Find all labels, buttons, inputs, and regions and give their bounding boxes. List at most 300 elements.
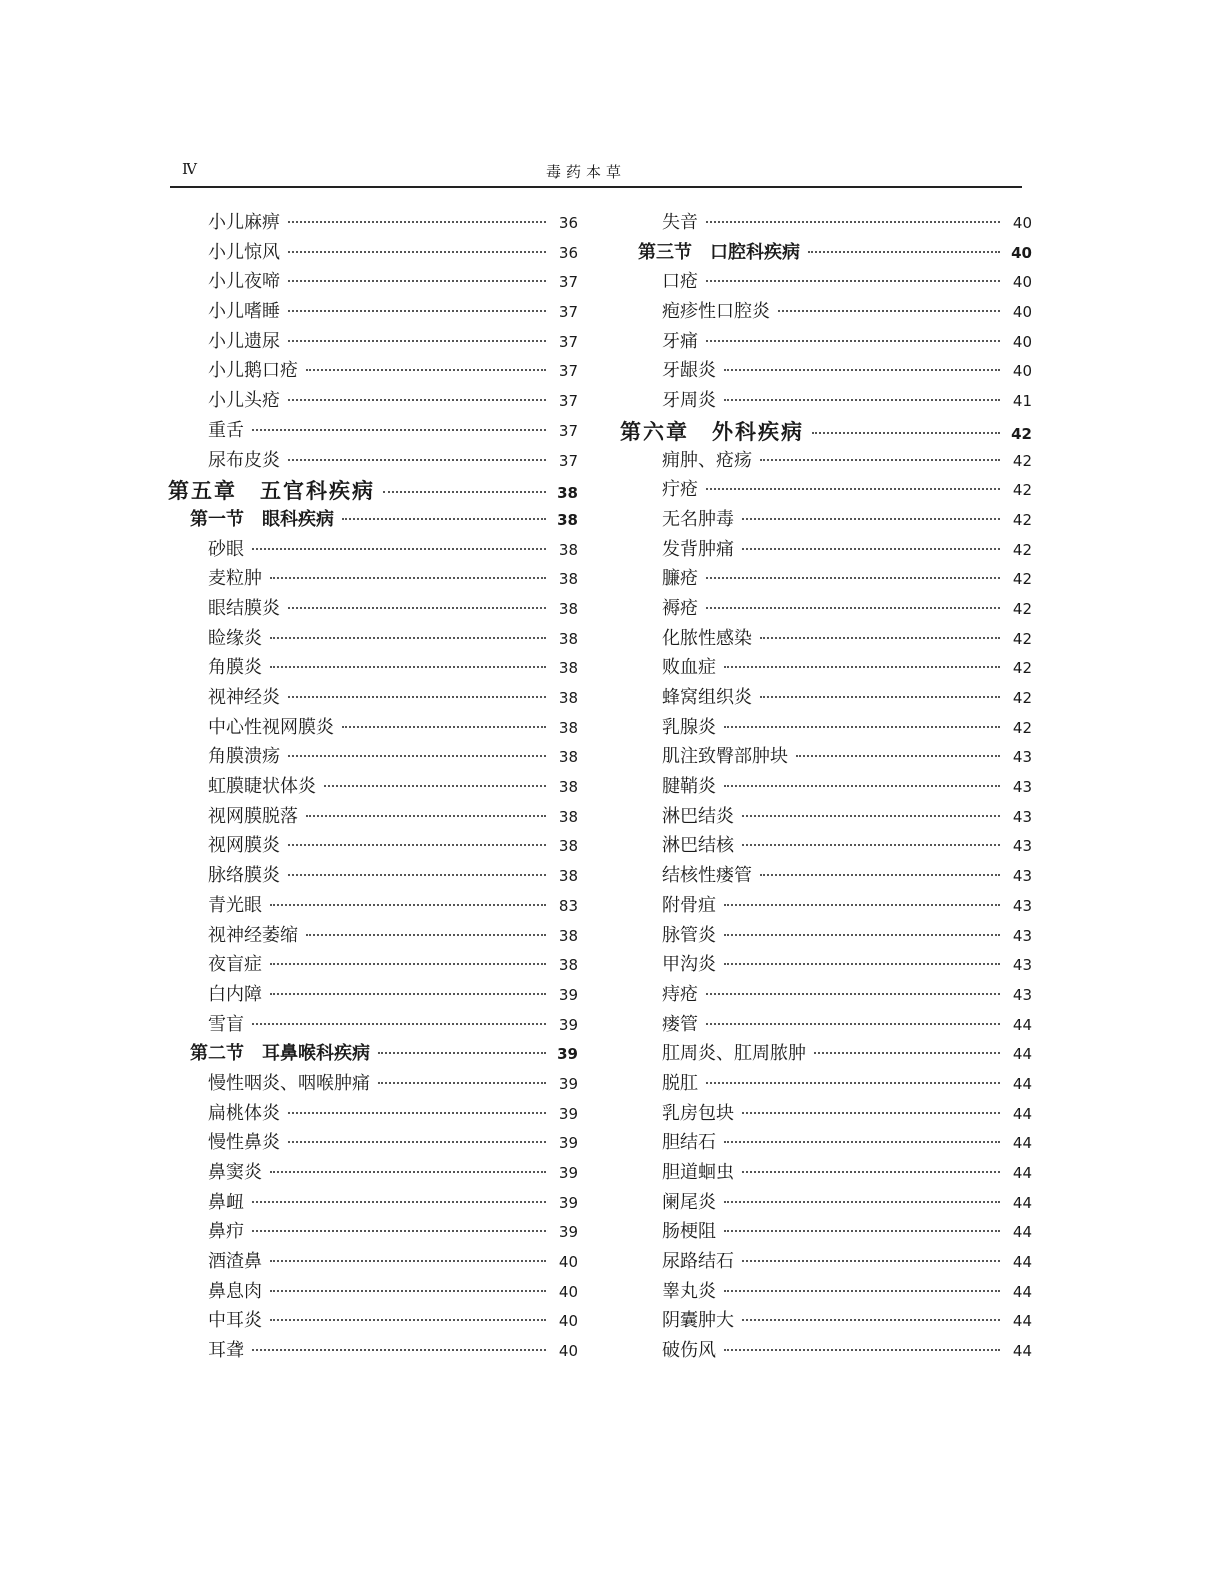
toc-page-number: 42 bbox=[1012, 540, 1032, 559]
toc-entry-label: 鼻疖 bbox=[208, 1221, 244, 1243]
toc-entry-label: 淋巴结炎 bbox=[662, 805, 734, 827]
toc-page-number: 37 bbox=[558, 392, 578, 411]
toc-entry-label: 扁桃体炎 bbox=[208, 1102, 280, 1124]
toc-leader-dots bbox=[742, 815, 1000, 817]
toc-page-number: 44 bbox=[1012, 1045, 1032, 1064]
toc-entry-row bbox=[168, 1158, 578, 1188]
toc-page-number: 43 bbox=[1012, 896, 1032, 915]
toc-leader-dots bbox=[724, 963, 1000, 965]
toc-entry-label: 麦粒肿 bbox=[208, 568, 262, 590]
toc-leader-dots bbox=[706, 1023, 1000, 1025]
toc-entry-row bbox=[620, 1247, 1032, 1277]
toc-leader-dots bbox=[760, 459, 1000, 461]
toc-leader-dots bbox=[252, 1201, 546, 1203]
toc-leader-dots bbox=[288, 399, 546, 401]
toc-leader-dots bbox=[760, 696, 1000, 698]
toc-section-row bbox=[168, 505, 578, 535]
toc-entry-row bbox=[168, 535, 578, 565]
toc-entry-row bbox=[620, 624, 1032, 654]
toc-leader-dots bbox=[742, 844, 1000, 846]
toc-entry-row bbox=[168, 802, 578, 832]
toc-leader-dots bbox=[252, 429, 546, 431]
toc-entry-row bbox=[620, 1039, 1032, 1069]
toc-leader-dots bbox=[724, 785, 1000, 787]
toc-leader-dots bbox=[742, 548, 1000, 550]
toc-page-number: 44 bbox=[1012, 1193, 1032, 1212]
toc-page-number: 40 bbox=[558, 1253, 578, 1272]
toc-chapter-label: 第五章 五官科疾病 bbox=[168, 478, 375, 504]
toc-page-number: 39 bbox=[558, 1104, 578, 1123]
toc-entry-row bbox=[168, 891, 578, 921]
toc-entry-row bbox=[168, 1099, 578, 1129]
toc-entry-label: 败血症 bbox=[662, 657, 716, 679]
toc-entry-label: 夜盲症 bbox=[208, 954, 262, 976]
toc-page-number: 43 bbox=[1012, 985, 1032, 1004]
toc-entry-label: 耳聋 bbox=[208, 1340, 244, 1362]
toc-leader-dots bbox=[742, 1171, 1000, 1173]
toc-page-number: 40 bbox=[1012, 273, 1032, 292]
toc-entry-label: 小儿头疮 bbox=[208, 390, 280, 412]
toc-entry-label: 痈肿、疮疡 bbox=[662, 449, 752, 471]
toc-page-number: 44 bbox=[1012, 1223, 1032, 1242]
toc-entry-row bbox=[168, 1247, 578, 1277]
toc-entry-label: 瘘管 bbox=[662, 1013, 698, 1035]
toc-entry-row bbox=[168, 267, 578, 297]
toc-section-label: 第二节 耳鼻喉科疾病 bbox=[190, 1043, 370, 1065]
toc-leader-dots bbox=[706, 1082, 1000, 1084]
toc-entry-label: 视网膜脱落 bbox=[208, 805, 298, 827]
toc-entry-row bbox=[168, 594, 578, 624]
toc-leader-dots bbox=[288, 1141, 546, 1143]
toc-section-row bbox=[620, 238, 1032, 268]
toc-leader-dots bbox=[706, 488, 1000, 490]
toc-leader-dots bbox=[724, 904, 1000, 906]
toc-page-number: 36 bbox=[558, 243, 578, 262]
toc-entry-row bbox=[620, 891, 1032, 921]
toc-leader-dots bbox=[760, 874, 1000, 876]
toc-entry-row bbox=[168, 742, 578, 772]
toc-entry-label: 鼻衄 bbox=[208, 1191, 244, 1213]
toc-entry-row bbox=[620, 1099, 1032, 1129]
toc-leader-dots bbox=[742, 518, 1000, 520]
toc-page-number: 43 bbox=[1012, 778, 1032, 797]
toc-leader-dots bbox=[378, 1082, 546, 1084]
toc-leader-dots bbox=[706, 993, 1000, 995]
toc-leader-dots bbox=[724, 1230, 1000, 1232]
toc-leader-dots bbox=[270, 666, 546, 668]
toc-entry-label: 结核性瘘管 bbox=[662, 865, 752, 887]
toc-entry-label: 中耳炎 bbox=[208, 1310, 262, 1332]
toc-page-number: 38 bbox=[558, 689, 578, 707]
toc-entry-label: 鼻息肉 bbox=[208, 1280, 262, 1302]
toc-entry-label: 小儿夜啼 bbox=[208, 271, 280, 293]
toc-entry-row bbox=[620, 1277, 1032, 1307]
toc-left-column bbox=[168, 208, 578, 1366]
toc-entry-row bbox=[620, 1128, 1032, 1158]
toc-page-number: 38 bbox=[558, 807, 578, 826]
toc-leader-dots bbox=[288, 696, 546, 698]
toc-leader-dots bbox=[342, 726, 546, 728]
toc-page-number: 43 bbox=[1012, 748, 1032, 767]
toc-entry-row bbox=[620, 1217, 1032, 1247]
toc-leader-dots bbox=[288, 251, 546, 253]
toc-entry-row bbox=[620, 653, 1032, 683]
toc-section-row bbox=[168, 1039, 578, 1069]
toc-entry-label: 发背肿痛 bbox=[662, 538, 734, 560]
toc-right-column bbox=[620, 208, 1032, 1366]
toc-page-number: 40 bbox=[1012, 303, 1032, 322]
toc-leader-dots bbox=[252, 548, 546, 550]
toc-page-number: 39 bbox=[558, 1193, 578, 1212]
toc-entry-row bbox=[168, 861, 578, 891]
toc-leader-dots bbox=[288, 459, 546, 461]
toc-entry-label: 肛周炎、肛周脓肿 bbox=[662, 1043, 806, 1065]
toc-entry-row bbox=[168, 980, 578, 1010]
toc-entry-label: 牙痛 bbox=[662, 330, 698, 352]
toc-leader-dots bbox=[724, 666, 1000, 668]
toc-leader-dots bbox=[288, 607, 546, 609]
toc-page-number: 83 bbox=[558, 896, 578, 915]
toc-entry-label: 鼻窦炎 bbox=[208, 1162, 262, 1183]
toc-entry-label: 脱肛 bbox=[662, 1072, 698, 1094]
toc-chapter-row bbox=[168, 475, 578, 505]
toc-entry-row bbox=[168, 564, 578, 594]
toc-page-number: 44 bbox=[1012, 1342, 1032, 1361]
toc-page-number: 39 bbox=[558, 1164, 578, 1182]
toc-entry-row bbox=[168, 1010, 578, 1040]
toc-entry-row bbox=[168, 356, 578, 386]
toc-entry-row bbox=[620, 802, 1032, 832]
toc-page-number: 44 bbox=[1012, 1015, 1032, 1034]
toc-leader-dots bbox=[306, 815, 546, 817]
toc-page-number: 39 bbox=[558, 985, 578, 1004]
toc-leader-dots bbox=[306, 369, 546, 371]
toc-leader-dots bbox=[706, 280, 1000, 282]
toc-entry-label: 视神经萎缩 bbox=[208, 924, 298, 946]
toc-page-number: 44 bbox=[1012, 1282, 1032, 1301]
toc-entry-row bbox=[620, 386, 1032, 416]
toc-leader-dots bbox=[724, 399, 1000, 401]
toc-entry-label: 慢性咽炎、咽喉肿痛 bbox=[208, 1072, 370, 1094]
toc-entry-row bbox=[620, 267, 1032, 297]
toc-entry-row bbox=[620, 327, 1032, 357]
toc-page-number: 38 bbox=[558, 748, 578, 767]
toc-leader-dots bbox=[270, 1319, 546, 1321]
toc-entry-row bbox=[168, 297, 578, 327]
toc-entry-label: 酒渣鼻 bbox=[208, 1251, 262, 1273]
toc-entry-row bbox=[620, 505, 1032, 535]
toc-entry-label: 胆道蛔虫 bbox=[662, 1162, 734, 1183]
toc-page-number: 38 bbox=[558, 570, 578, 589]
toc-page-number: 39 bbox=[557, 1045, 578, 1064]
toc-page-number: 43 bbox=[1012, 867, 1032, 886]
toc-page-number: 44 bbox=[1012, 1164, 1032, 1182]
toc-entry-row bbox=[168, 446, 578, 476]
toc-leader-dots bbox=[252, 1023, 546, 1025]
toc-entry-row bbox=[620, 980, 1032, 1010]
header-rule bbox=[170, 186, 1022, 188]
toc-entry-label: 痔疮 bbox=[662, 983, 698, 1005]
toc-entry-label: 口疮 bbox=[662, 271, 698, 293]
toc-entry-row bbox=[620, 208, 1032, 238]
toc-page-number: 42 bbox=[1012, 718, 1032, 737]
toc-leader-dots bbox=[288, 1112, 546, 1114]
toc-entry-row bbox=[620, 713, 1032, 743]
toc-page-number: 40 bbox=[558, 1342, 578, 1361]
toc-entry-row bbox=[620, 564, 1032, 594]
toc-entry-row bbox=[168, 653, 578, 683]
toc-entry-label: 阑尾炎 bbox=[662, 1191, 716, 1213]
toc-entry-row bbox=[620, 446, 1032, 476]
toc-entry-label: 小儿鹅口疮 bbox=[208, 360, 298, 382]
toc-entry-label: 肠梗阻 bbox=[662, 1221, 716, 1243]
toc-page-number: 38 bbox=[558, 926, 578, 945]
toc-entry-label: 睑缘炎 bbox=[208, 627, 262, 649]
toc-page-number: 43 bbox=[1012, 956, 1032, 975]
toc-entry-row bbox=[620, 861, 1032, 891]
toc-entry-row bbox=[168, 683, 578, 713]
toc-entry-row bbox=[620, 1188, 1032, 1218]
toc-page-number: 42 bbox=[1012, 689, 1032, 707]
toc-page-number: 38 bbox=[558, 837, 578, 856]
toc-leader-dots bbox=[270, 577, 546, 579]
toc-leader-dots bbox=[270, 1260, 546, 1262]
toc-page-number: 39 bbox=[558, 1223, 578, 1242]
toc-entry-row bbox=[620, 683, 1032, 713]
toc-entry-row bbox=[168, 831, 578, 861]
toc-leader-dots bbox=[306, 934, 546, 936]
toc-entry-label: 无名肿毒 bbox=[662, 508, 734, 530]
toc-page-number: 42 bbox=[1011, 424, 1032, 443]
toc-section-label: 第三节 口腔科疾病 bbox=[638, 241, 800, 263]
toc-page-number: 39 bbox=[558, 1015, 578, 1034]
toc-leader-dots bbox=[724, 1201, 1000, 1203]
toc-leader-dots bbox=[383, 491, 546, 493]
toc-entry-row bbox=[620, 297, 1032, 327]
toc-entry-row bbox=[168, 208, 578, 238]
toc-page-number: 38 bbox=[558, 778, 578, 797]
toc-entry-row bbox=[168, 238, 578, 268]
toc-entry-label: 视网膜炎 bbox=[208, 835, 280, 857]
toc-entry-label: 腱鞘炎 bbox=[662, 776, 716, 798]
toc-page-number: 42 bbox=[1012, 510, 1032, 529]
toc-entry-row bbox=[168, 1069, 578, 1099]
toc-leader-dots bbox=[288, 280, 546, 282]
toc-leader-dots bbox=[724, 1290, 1000, 1292]
toc-leader-dots bbox=[288, 874, 546, 876]
toc-entry-row bbox=[620, 1069, 1032, 1099]
toc-leader-dots bbox=[288, 340, 546, 342]
toc-entry-label: 臁疮 bbox=[662, 568, 698, 590]
toc-entry-label: 慢性鼻炎 bbox=[208, 1132, 280, 1154]
toc-page-number: 37 bbox=[558, 273, 578, 292]
toc-leader-dots bbox=[706, 221, 1000, 223]
toc-page-number: 38 bbox=[557, 484, 578, 503]
toc-page-number: 42 bbox=[1012, 451, 1032, 470]
toc-entry-label: 雪盲 bbox=[208, 1013, 244, 1035]
toc-entry-row bbox=[168, 416, 578, 446]
toc-page-number: 37 bbox=[558, 421, 578, 440]
toc-entry-row bbox=[168, 713, 578, 743]
toc-entry-label: 乳房包块 bbox=[662, 1102, 734, 1124]
toc-page-number: 38 bbox=[558, 718, 578, 737]
toc-page-number: 36 bbox=[558, 214, 578, 232]
toc-entry-label: 小儿惊风 bbox=[208, 241, 280, 263]
toc-entry-row bbox=[168, 772, 578, 802]
toc-page-number: 40 bbox=[1012, 362, 1032, 381]
toc-entry-row bbox=[168, 950, 578, 980]
toc-entry-label: 睾丸炎 bbox=[662, 1280, 716, 1302]
toc-entry-label: 视神经炎 bbox=[208, 687, 280, 708]
toc-entry-label: 失音 bbox=[662, 212, 698, 233]
toc-entry-label: 化脓性感染 bbox=[662, 627, 752, 649]
toc-page-number: 44 bbox=[1012, 1312, 1032, 1331]
toc-entry-label: 胆结石 bbox=[662, 1132, 716, 1154]
toc-page-number: 38 bbox=[558, 867, 578, 886]
toc-leader-dots bbox=[288, 221, 546, 223]
toc-entry-label: 中心性视网膜炎 bbox=[208, 716, 334, 738]
toc-page-number: 40 bbox=[1011, 243, 1032, 262]
toc-entry-label: 阴囊肿大 bbox=[662, 1310, 734, 1332]
toc-entry-row bbox=[168, 1277, 578, 1307]
toc-entry-row bbox=[620, 535, 1032, 565]
toc-leader-dots bbox=[270, 904, 546, 906]
toc-leader-dots bbox=[724, 1141, 1000, 1143]
toc-leader-dots bbox=[760, 637, 1000, 639]
toc-chapter-row bbox=[620, 416, 1032, 446]
toc-leader-dots bbox=[288, 844, 546, 846]
toc-leader-dots bbox=[808, 251, 1000, 253]
toc-leader-dots bbox=[706, 340, 1000, 342]
toc-page-number: 40 bbox=[558, 1282, 578, 1301]
toc-entry-label: 虹膜睫状体炎 bbox=[208, 776, 316, 798]
toc-entry-row bbox=[168, 1217, 578, 1247]
toc-page-number: 44 bbox=[1012, 1134, 1032, 1153]
toc-entry-row bbox=[620, 475, 1032, 505]
toc-leader-dots bbox=[270, 637, 546, 639]
toc-page-number: 37 bbox=[558, 332, 578, 351]
toc-leader-dots bbox=[812, 432, 1000, 434]
toc-page-number: 40 bbox=[1012, 214, 1032, 232]
toc-page-number: 42 bbox=[1012, 599, 1032, 618]
toc-page-number: 38 bbox=[558, 659, 578, 678]
toc-page-number: 44 bbox=[1012, 1104, 1032, 1123]
toc-page-number: 38 bbox=[558, 599, 578, 618]
toc-entry-row bbox=[620, 1336, 1032, 1366]
toc-entry-row bbox=[620, 831, 1032, 861]
toc-entry-label: 尿布皮炎 bbox=[208, 449, 280, 471]
toc-page-number: 38 bbox=[558, 956, 578, 975]
toc-leader-dots bbox=[706, 607, 1000, 609]
toc-entry-label: 白内障 bbox=[208, 983, 262, 1005]
toc-entry-label: 褥疮 bbox=[662, 597, 698, 619]
toc-entry-label: 角膜炎 bbox=[208, 657, 262, 679]
toc-page-number: 44 bbox=[1012, 1074, 1032, 1093]
toc-entry-label: 疔疮 bbox=[662, 479, 698, 501]
toc-leader-dots bbox=[288, 310, 546, 312]
toc-entry-row bbox=[620, 1010, 1032, 1040]
toc-page-number: 38 bbox=[558, 629, 578, 648]
toc-page-number: 42 bbox=[1012, 629, 1032, 648]
toc-entry-label: 尿路结石 bbox=[662, 1251, 734, 1273]
toc-entry-row bbox=[620, 921, 1032, 951]
toc-entry-label: 脉管炎 bbox=[662, 924, 716, 946]
toc-leader-dots bbox=[724, 934, 1000, 936]
toc-page-number: 44 bbox=[1012, 1253, 1032, 1272]
running-title: 毒药本草 bbox=[546, 163, 627, 181]
toc-entry-row bbox=[168, 327, 578, 357]
toc-leader-dots bbox=[252, 1349, 546, 1351]
toc-entry-label: 甲沟炎 bbox=[662, 954, 716, 976]
toc-chapter-label: 第六章 外科疾病 bbox=[620, 418, 804, 444]
toc-page-number: 42 bbox=[1012, 481, 1032, 500]
toc-page-number: 43 bbox=[1012, 807, 1032, 826]
toc-entry-label: 重舌 bbox=[208, 419, 244, 441]
toc-entry-row bbox=[620, 1158, 1032, 1188]
toc-page-number: 41 bbox=[1012, 392, 1032, 411]
toc-entry-label: 疱疹性口腔炎 bbox=[662, 301, 770, 323]
toc-page-number: 37 bbox=[558, 303, 578, 322]
toc-page-number: 38 bbox=[557, 510, 578, 529]
toc-entry-row bbox=[620, 356, 1032, 386]
toc-leader-dots bbox=[342, 518, 546, 520]
toc-leader-dots bbox=[706, 577, 1000, 579]
toc-section-label: 第一节 眼科疾病 bbox=[190, 508, 334, 530]
page-number: Ⅳ bbox=[182, 160, 197, 178]
toc-entry-label: 眼结膜炎 bbox=[208, 597, 280, 619]
toc-leader-dots bbox=[324, 785, 546, 787]
toc-entry-row bbox=[620, 742, 1032, 772]
toc-leader-dots bbox=[724, 1349, 1000, 1351]
toc-leader-dots bbox=[742, 1260, 1000, 1262]
toc-entry-row bbox=[620, 950, 1032, 980]
toc-entry-label: 蜂窝组织炎 bbox=[662, 687, 752, 708]
toc-entry-label: 牙周炎 bbox=[662, 390, 716, 412]
toc-leader-dots bbox=[742, 1319, 1000, 1321]
toc-entry-label: 小儿嗜睡 bbox=[208, 301, 280, 323]
toc-leader-dots bbox=[270, 1171, 546, 1173]
toc-page-number: 42 bbox=[1012, 659, 1032, 678]
toc-entry-row bbox=[168, 1336, 578, 1366]
toc-page-number: 38 bbox=[558, 540, 578, 559]
toc-entry-row bbox=[620, 594, 1032, 624]
toc-page-number: 37 bbox=[558, 451, 578, 470]
toc-entry-row bbox=[620, 1306, 1032, 1336]
toc-leader-dots bbox=[742, 1112, 1000, 1114]
toc-entry-label: 淋巴结核 bbox=[662, 835, 734, 857]
toc-entry-label: 脉络膜炎 bbox=[208, 865, 280, 887]
toc-entry-row bbox=[168, 921, 578, 951]
toc-leader-dots bbox=[288, 755, 546, 757]
toc-leader-dots bbox=[270, 993, 546, 995]
toc-entry-label: 附骨疽 bbox=[662, 894, 716, 916]
toc-leader-dots bbox=[796, 755, 1000, 757]
toc-leader-dots bbox=[270, 963, 546, 965]
toc-entry-label: 牙龈炎 bbox=[662, 360, 716, 382]
toc-entry-label: 小儿麻痹 bbox=[208, 212, 280, 233]
toc-entry-label: 破伤风 bbox=[662, 1340, 716, 1362]
toc-entry-row bbox=[168, 1306, 578, 1336]
toc-entry-label: 肌注致臀部肿块 bbox=[662, 746, 788, 768]
toc-page-number: 39 bbox=[558, 1074, 578, 1093]
toc-page-number: 43 bbox=[1012, 837, 1032, 856]
toc-leader-dots bbox=[270, 1290, 546, 1292]
toc-entry-row bbox=[168, 1128, 578, 1158]
toc-leader-dots bbox=[814, 1052, 1000, 1054]
toc-leader-dots bbox=[724, 369, 1000, 371]
toc-page-number: 40 bbox=[1012, 332, 1032, 351]
toc-page-number: 42 bbox=[1012, 570, 1032, 589]
